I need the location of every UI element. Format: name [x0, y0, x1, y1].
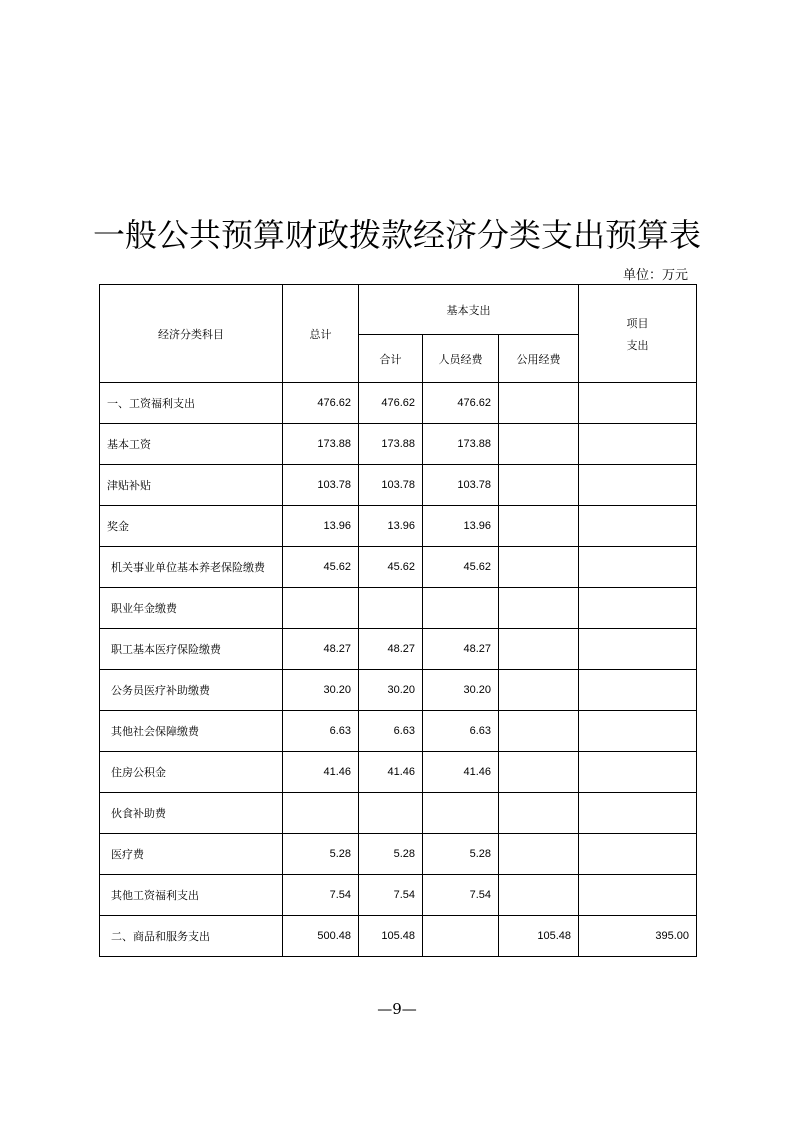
- table-row: [100, 424, 697, 465]
- cell-subtotal: 45.62: [359, 547, 423, 588]
- table-row: [100, 875, 697, 916]
- cell-project: [579, 424, 697, 465]
- cell-category: 其他社会保障缴费: [100, 711, 283, 752]
- cell-subtotal: [359, 588, 423, 629]
- cell-project: [579, 875, 697, 916]
- cell-total: 103.78: [283, 465, 359, 506]
- cell-total: [283, 793, 359, 834]
- cell-total: 13.96: [283, 506, 359, 547]
- table-row: [100, 588, 697, 629]
- cell-total: 41.46: [283, 752, 359, 793]
- table-row: [100, 629, 697, 670]
- cell-public: [499, 875, 579, 916]
- table-row: [100, 383, 697, 424]
- cell-personnel: [423, 588, 499, 629]
- cell-personnel: 45.62: [423, 547, 499, 588]
- cell-category: 伙食补助费: [100, 793, 283, 834]
- table-row: [100, 670, 697, 711]
- cell-category: 津贴补贴: [100, 465, 283, 506]
- budget-table: [99, 284, 697, 957]
- cell-subtotal: 7.54: [359, 875, 423, 916]
- cell-public: [499, 629, 579, 670]
- page-title: 一般公共预算财政拨款经济分类支出预算表: [92, 216, 701, 254]
- cell-project: [579, 834, 697, 875]
- cell-project: [579, 670, 697, 711]
- cell-category: 公务员医疗补助缴费: [100, 670, 283, 711]
- cell-subtotal: 476.62: [359, 383, 423, 424]
- cell-personnel: 30.20: [423, 670, 499, 711]
- cell-personnel: 13.96: [423, 506, 499, 547]
- cell-total: 6.63: [283, 711, 359, 752]
- cell-total: 5.28: [283, 834, 359, 875]
- cell-subtotal: 103.78: [359, 465, 423, 506]
- cell-project: [579, 465, 697, 506]
- table-row: [100, 752, 697, 793]
- cell-project: [579, 711, 697, 752]
- cell-public: 105.48: [499, 916, 579, 957]
- cell-subtotal: 6.63: [359, 711, 423, 752]
- cell-subtotal: 41.46: [359, 752, 423, 793]
- cell-project: [579, 752, 697, 793]
- header-project-line2: 支出: [626, 338, 649, 352]
- cell-personnel: [423, 793, 499, 834]
- header-personnel: 人员经费: [423, 335, 499, 383]
- cell-personnel: 103.78: [423, 465, 499, 506]
- header-basic: 基本支出: [359, 285, 579, 335]
- unit-label: 单位：万元: [622, 268, 688, 283]
- cell-public: [499, 383, 579, 424]
- cell-public: [499, 834, 579, 875]
- header-public: 公用经费: [499, 335, 579, 383]
- cell-personnel: 41.46: [423, 752, 499, 793]
- header-project-line1: 项目: [626, 316, 649, 330]
- cell-public: [499, 793, 579, 834]
- header-category: 经济分类科目: [100, 285, 283, 383]
- cell-public: [499, 547, 579, 588]
- header-project: [579, 285, 697, 383]
- cell-public: [499, 465, 579, 506]
- cell-personnel: 476.62: [423, 383, 499, 424]
- cell-subtotal: 30.20: [359, 670, 423, 711]
- cell-total: 7.54: [283, 875, 359, 916]
- cell-category: 住房公积金: [100, 752, 283, 793]
- table-row: [100, 916, 697, 957]
- page-number: —9—: [377, 1000, 417, 1018]
- cell-category: 职工基本医疗保险缴费: [100, 629, 283, 670]
- cell-personnel: [423, 916, 499, 957]
- cell-personnel: 173.88: [423, 424, 499, 465]
- cell-subtotal: [359, 793, 423, 834]
- cell-category: 二、商品和服务支出: [100, 916, 283, 957]
- cell-total: 173.88: [283, 424, 359, 465]
- cell-total: 30.20: [283, 670, 359, 711]
- cell-personnel: 5.28: [423, 834, 499, 875]
- cell-subtotal: 105.48: [359, 916, 423, 957]
- table-row: [100, 711, 697, 752]
- cell-project: [579, 629, 697, 670]
- cell-personnel: 48.27: [423, 629, 499, 670]
- cell-project: [579, 383, 697, 424]
- cell-subtotal: 13.96: [359, 506, 423, 547]
- cell-category: 职业年金缴费: [100, 588, 283, 629]
- cell-category: 基本工资: [100, 424, 283, 465]
- cell-public: [499, 424, 579, 465]
- cell-personnel: 6.63: [423, 711, 499, 752]
- cell-total: 48.27: [283, 629, 359, 670]
- table-row: [100, 506, 697, 547]
- cell-personnel: 7.54: [423, 875, 499, 916]
- cell-total: 476.62: [283, 383, 359, 424]
- cell-public: [499, 752, 579, 793]
- table-row: [100, 547, 697, 588]
- table-row: [100, 465, 697, 506]
- cell-category: 医疗费: [100, 834, 283, 875]
- cell-public: [499, 588, 579, 629]
- cell-project: 395.00: [579, 916, 697, 957]
- header-subtotal: 合计: [359, 335, 423, 383]
- cell-category: 奖金: [100, 506, 283, 547]
- cell-total: 45.62: [283, 547, 359, 588]
- cell-project: [579, 547, 697, 588]
- cell-project: [579, 793, 697, 834]
- table-row: [100, 793, 697, 834]
- cell-category: 一、工资福利支出: [100, 383, 283, 424]
- cell-subtotal: 48.27: [359, 629, 423, 670]
- cell-total: [283, 588, 359, 629]
- table-row: [100, 834, 697, 875]
- cell-subtotal: 5.28: [359, 834, 423, 875]
- cell-public: [499, 711, 579, 752]
- cell-category: 其他工资福利支出: [100, 875, 283, 916]
- cell-public: [499, 670, 579, 711]
- cell-public: [499, 506, 579, 547]
- cell-subtotal: 173.88: [359, 424, 423, 465]
- cell-project: [579, 506, 697, 547]
- cell-total: 500.48: [283, 916, 359, 957]
- header-total: 总计: [283, 285, 359, 383]
- header-row-1: [100, 285, 697, 335]
- cell-project: [579, 588, 697, 629]
- cell-category: 机关事业单位基本养老保险缴费: [100, 547, 283, 588]
